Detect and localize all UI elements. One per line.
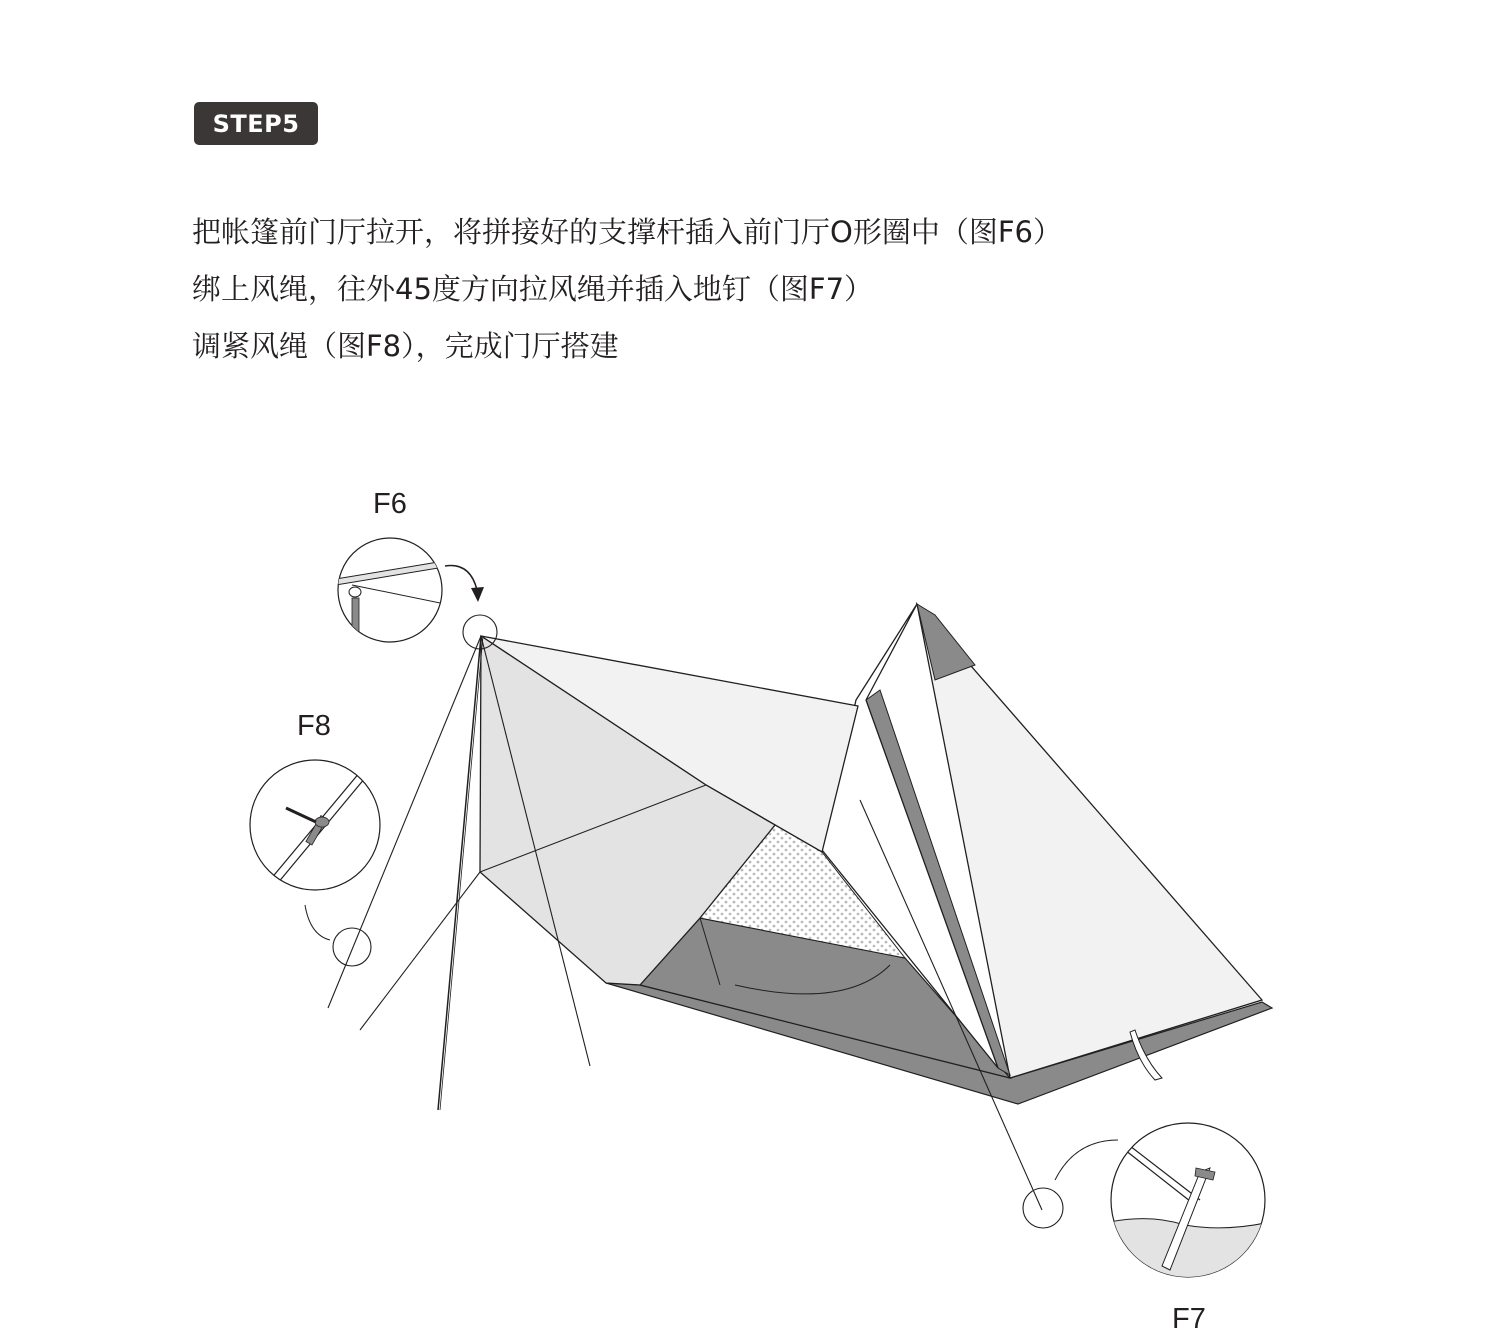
f8-target-circle — [333, 928, 371, 966]
f8-detail — [250, 760, 380, 890]
f6-arrow — [445, 566, 477, 591]
guy-line-corner — [360, 872, 480, 1030]
instruction-line-1: 把帐篷前门厅拉开，将拼接好的支撑杆插入前门厅O形圈中（图F6） — [192, 215, 1062, 249]
f6-arrow-head — [471, 587, 484, 602]
f8-label: F8 — [297, 710, 331, 742]
vestibule-pole-edge — [440, 636, 483, 1110]
f8-connector — [305, 905, 330, 940]
step-badge: STEP5 — [194, 102, 318, 145]
instruction-line-2: 绑上风绳，往外45度方向拉风绳并插入地钉（图F7） — [192, 272, 874, 306]
tent-diagram — [0, 440, 1500, 1340]
f6-label: F6 — [373, 488, 407, 520]
instruction-line-3: 调紧风绳（图F8），完成门厅搭建 — [192, 329, 619, 363]
tent-vent — [917, 604, 975, 680]
f7-connector — [1055, 1140, 1118, 1180]
f7-detail — [1110, 1123, 1270, 1290]
f7-target-circle — [1023, 1188, 1063, 1228]
instructions — [192, 204, 1062, 375]
f7-label: F7 — [1172, 1303, 1206, 1335]
f6-detail — [330, 538, 450, 648]
vestibule-pole — [438, 636, 481, 1110]
